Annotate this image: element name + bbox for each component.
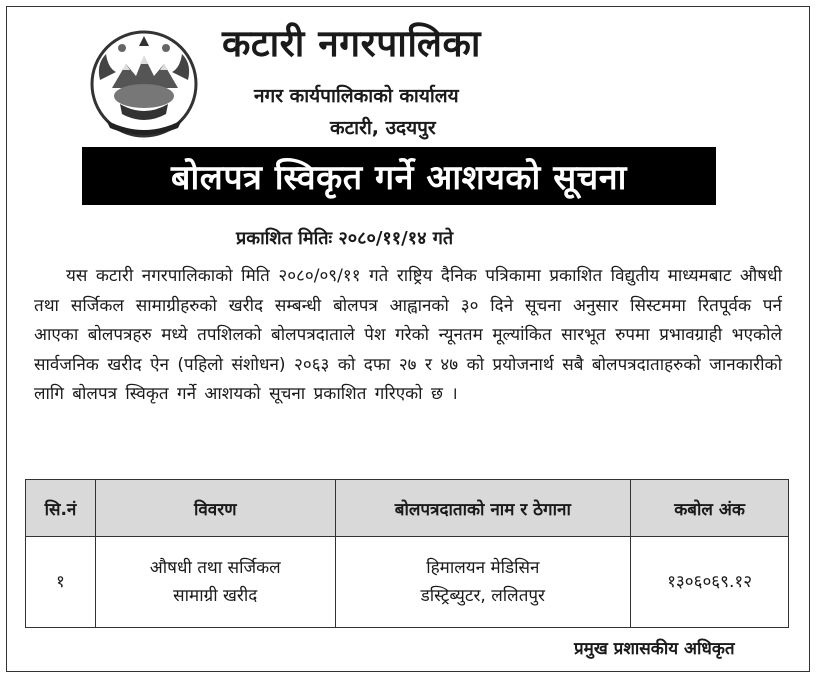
office-name: नगर कार्यपालिकाको कार्यालय <box>254 85 459 107</box>
signatory-title: प्रमुख प्रशासकीय अधिकृत <box>574 639 735 659</box>
cell-amount: १३०६०६९.१२ <box>631 537 789 628</box>
nepal-emblem-icon <box>86 24 202 140</box>
notice-title: बोलपत्र स्विकृत गर्ने आशयको सूचना <box>171 158 627 198</box>
description-line: सामाग्री खरीद <box>173 586 258 606</box>
header-sn: सि.नं <box>26 480 96 537</box>
cell-description <box>95 537 335 628</box>
header-description: विवरण <box>95 480 335 537</box>
table-row <box>26 537 789 628</box>
published-date-line <box>236 226 453 250</box>
cell-bidder <box>335 537 631 628</box>
table-header-row <box>26 480 789 537</box>
header-amount: कबोल अंक <box>631 480 789 537</box>
bidder-line: हिमालयन मेडिसिन <box>426 558 540 578</box>
bidder-line: डस्ट्रिब्युटर, ललितपुर <box>420 586 545 606</box>
award-table <box>25 479 789 628</box>
published-date: २०८०/११/१४ गते <box>338 228 454 249</box>
org-name: कटारी नगरपालिका <box>222 22 482 65</box>
header-bidder: बोलपत्रदाताको नाम र ठेगाना <box>335 480 631 537</box>
cell-sn: १ <box>26 537 96 628</box>
notice-body: यस कटारी नगरपालिकाको मिति २०८०/०९/११ गते राष्ट्रिय दैनिक पत्रिकामा प्रकाशित विद्युतीय माध्यमबाट औषधी तथा सर्जिकल सामाग्रीहरुको खरीद सम्बन्धी बोलपत्र आह्वानको ३० दिने सूचना अनुसार सिस्टममा रितपूर्वक पर्न आएका बोलपत्रहरु मध्ये तपशिलको बोलपत्रदाताले पेश गरेको न्यूनतम मूल्यांकित सारभूत रुपमा प्रभावग्राही भएकोले सार्वजनिक खरीद ऐन (पहिलो संशोधन) २०६३ को दफा २७ र ४७ को प्रयोजनार्थ सबै बोलपत्रदाताहरुको जानकारीको लागि बोलपत्र स्विकृत गर्ने आशयको सूचना प्रकाशित गरिएको छ । <box>34 266 782 404</box>
org-address: कटारी, उदयपुर <box>330 117 436 139</box>
notice-title-banner <box>82 147 716 205</box>
published-label: प्रकाशित मितिः <box>236 228 333 249</box>
description-line: औषधी तथा सर्जिकल <box>149 558 281 578</box>
